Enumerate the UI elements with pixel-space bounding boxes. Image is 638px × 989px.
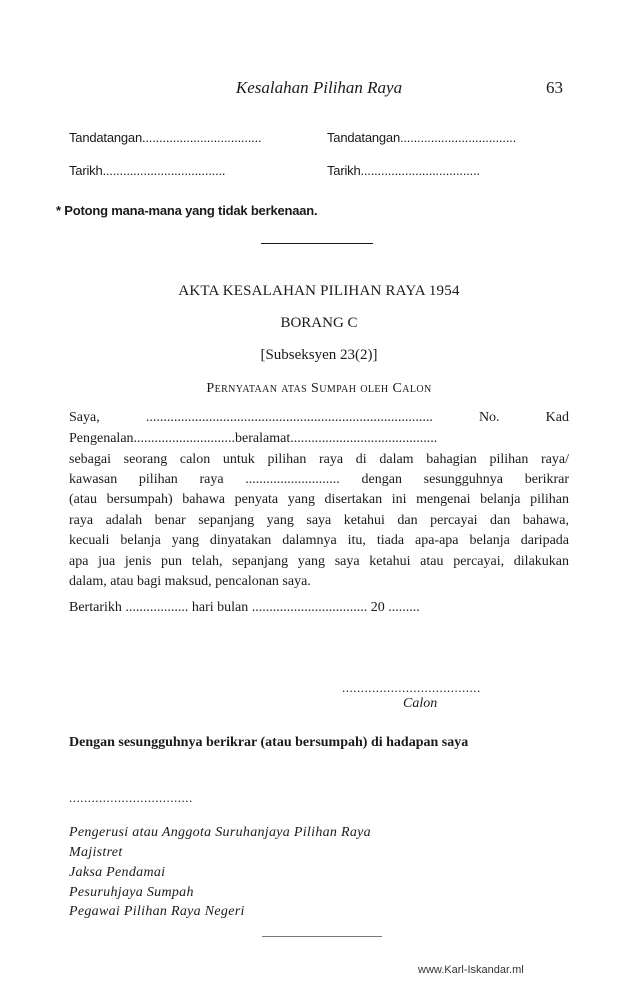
body-line: sebagai seorang calon untuk pilihan raya di dalam bahagian pilihan raya/ [69, 452, 569, 467]
form-name: BORANG C [280, 315, 358, 331]
footer-url: www.Karl-Iskandar.ml [418, 964, 524, 976]
right-date-field: Tarikh................................... [327, 163, 480, 178]
candidate-label: Calon [403, 696, 438, 711]
left-date-field: Tarikh.................................... [69, 163, 226, 178]
body-line: apa jua jenis pun telah, sepanjang yang saya ketahui atau percayai, dilakukan [69, 554, 569, 569]
body-line: kecuali belanja yang dinyatakan dalamnya itu, tiada apa-apa belanja daripada [69, 533, 569, 548]
end-divider [262, 936, 382, 937]
page-number: 63 [546, 78, 563, 97]
witness-role: Pengerusi atau Anggota Suruhanjaya Pilihan Raya [69, 825, 371, 840]
witness-role: Pesuruhjaya Sumpah [69, 885, 194, 900]
right-signature-field: Tandatangan.................................. [327, 130, 516, 145]
witness-signature-line: ................................. [69, 790, 193, 805]
witness-role: Majistret [69, 845, 123, 860]
body-line: Pengenalan.............................beralamat.......................................... [69, 431, 438, 446]
body-line: (atau bersumpah) bahawa penyata yang disertakan ini mengenai belanja pilihan [69, 492, 569, 507]
body-line: dalam, atau bagi maksud, pencalonan saya. [69, 574, 311, 589]
act-title: AKTA KESALAHAN PILIHAN RAYA 1954 [178, 283, 460, 299]
strike-out-note: * Potong mana-mana yang tidak berkenaan. [56, 203, 318, 218]
body-line: Saya, .................................................................................. No. Kad [69, 410, 569, 425]
witness-role: Pegawai Pilihan Raya Negeri [69, 904, 245, 919]
candidate-signature-line: ..................................... [342, 680, 481, 695]
witness-statement: Dengan sesungguhnya berikrar (atau bersumpah) di hadapan saya [69, 735, 469, 750]
section-divider [261, 243, 373, 244]
declaration-title: Pernyataan atas Sumpah oleh Calon [206, 381, 432, 396]
left-signature-field: Tandatangan................................... [69, 130, 262, 145]
subsection-reference: [Subseksyen 23(2)] [260, 347, 378, 363]
page-header-title: Kesalahan Pilihan Raya [235, 78, 403, 97]
body-line: kawasan pilihan raya ........................... dengan sesungguhnya berikrar [69, 472, 569, 487]
date-line: Bertarikh .................. hari bulan ................................. 20 ......... [69, 600, 420, 615]
body-line: raya adalah benar sepanjang yang saya ketahui dan percayai dan bahawa, [69, 513, 569, 528]
witness-role: Jaksa Pendamai [69, 865, 166, 880]
